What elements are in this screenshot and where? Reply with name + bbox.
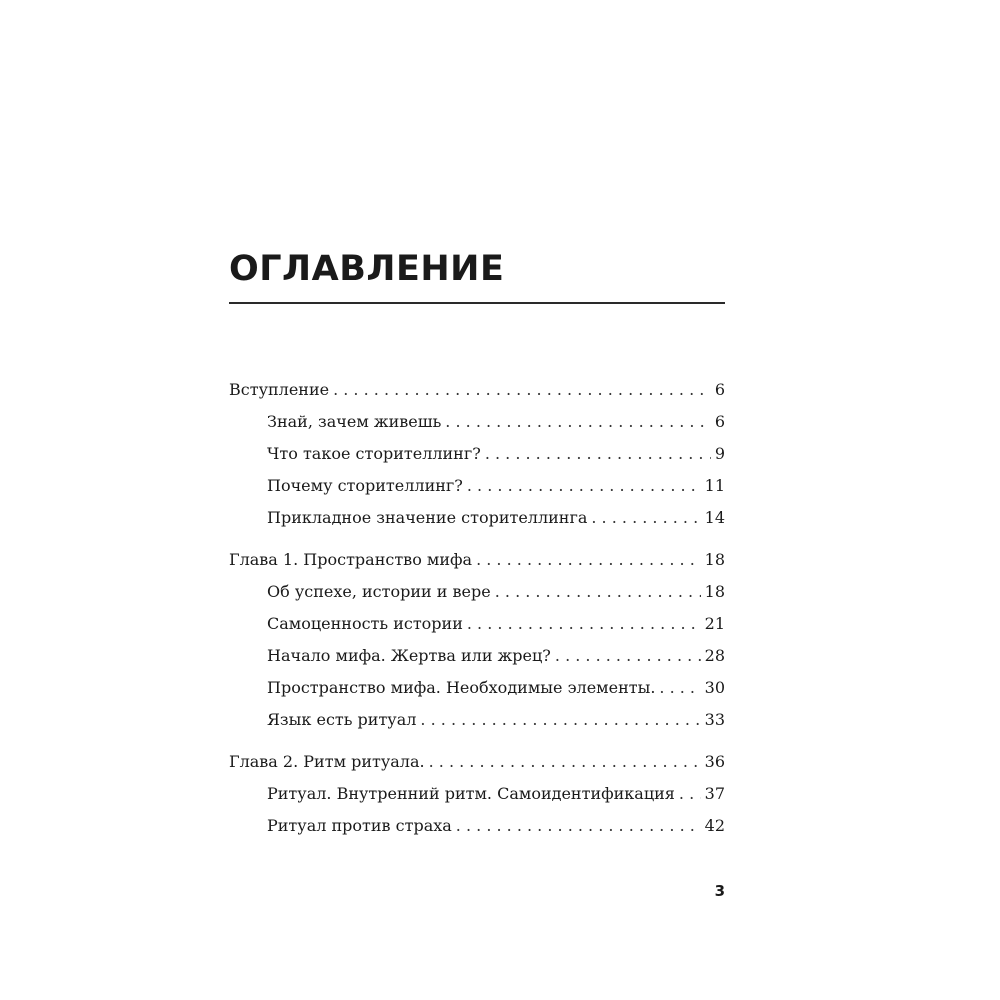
toc-entry-title: Прикладное значение сторителлинга bbox=[267, 508, 588, 527]
toc-chapter-entry[interactable] bbox=[229, 746, 725, 778]
toc-dot-leader bbox=[485, 438, 711, 470]
toc-subentry[interactable] bbox=[229, 576, 725, 608]
toc-dot-leader bbox=[591, 502, 700, 534]
table-of-contents bbox=[229, 374, 725, 852]
toc-dot-leader bbox=[679, 778, 701, 810]
toc-entry-page: 6 bbox=[714, 412, 725, 431]
toc-entry-title: Самоценность истории bbox=[267, 614, 463, 633]
toc-dot-leader bbox=[476, 544, 701, 576]
toc-entry-title: Пространство мифа. Необходимые элементы. bbox=[267, 678, 656, 697]
toc-dot-leader bbox=[659, 672, 700, 704]
toc-entry-page: 33 bbox=[704, 710, 725, 729]
toc-entry-title: Начало мифа. Жертва или жрец? bbox=[267, 646, 551, 665]
toc-entry-page: 42 bbox=[704, 816, 725, 835]
toc-entry-page: 6 bbox=[714, 380, 725, 399]
toc-section bbox=[229, 374, 725, 534]
toc-dot-leader bbox=[555, 640, 701, 672]
toc-subentry[interactable] bbox=[229, 640, 725, 672]
toc-dot-leader bbox=[495, 576, 701, 608]
toc-entry-title: Об успехе, истории и вере bbox=[267, 582, 491, 601]
toc-subentry[interactable] bbox=[229, 704, 725, 736]
toc-subentry[interactable] bbox=[229, 778, 725, 810]
toc-entry-page: 18 bbox=[704, 582, 725, 601]
toc-dot-leader bbox=[467, 608, 701, 640]
toc-entry-title: Ритуал против страха bbox=[267, 816, 452, 835]
toc-entry-page: 11 bbox=[704, 476, 725, 495]
toc-subentry[interactable] bbox=[229, 470, 725, 502]
toc-entry-page: 28 bbox=[704, 646, 725, 665]
toc-entry-title: Глава 1. Пространство мифа bbox=[229, 550, 473, 569]
toc-section bbox=[229, 544, 725, 736]
page-number: 3 bbox=[714, 882, 725, 900]
toc-entry-page: 14 bbox=[704, 508, 725, 527]
toc-entry-page: 9 bbox=[714, 444, 725, 463]
toc-entry-title: Знай, зачем живешь bbox=[267, 412, 442, 431]
toc-chapter-entry[interactable] bbox=[229, 374, 725, 406]
toc-dot-leader bbox=[420, 704, 700, 736]
toc-entry-title: Что такое сторителлинг? bbox=[267, 444, 481, 463]
toc-subentry[interactable] bbox=[229, 406, 725, 438]
toc-entry-page: 18 bbox=[704, 550, 725, 569]
toc-subentry[interactable] bbox=[229, 672, 725, 704]
toc-subentry[interactable] bbox=[229, 438, 725, 470]
toc-entry-page: 30 bbox=[704, 678, 725, 697]
toc-entry-page: 21 bbox=[704, 614, 725, 633]
toc-dot-leader bbox=[467, 470, 701, 502]
toc-chapter-entry[interactable] bbox=[229, 544, 725, 576]
toc-section bbox=[229, 746, 725, 842]
toc-dot-leader bbox=[445, 406, 711, 438]
toc-entry-title: Язык есть ритуал bbox=[267, 710, 417, 729]
toc-entry-page: 37 bbox=[704, 784, 725, 803]
toc-dot-leader bbox=[333, 374, 711, 406]
toc-subentry[interactable] bbox=[229, 502, 725, 534]
toc-entry-title: Вступление bbox=[229, 380, 330, 399]
toc-subentry[interactable] bbox=[229, 608, 725, 640]
toc-dot-leader bbox=[429, 746, 701, 778]
toc-entry-title: Глава 2. Ритм ритуала. bbox=[229, 752, 425, 771]
toc-dot-leader bbox=[456, 810, 701, 842]
toc-entry-title: Почему сторителлинг? bbox=[267, 476, 463, 495]
page-title: ОГЛАВЛЕНИЕ bbox=[229, 249, 505, 289]
toc-entry-title: Ритуал. Внутренний ритм. Самоидентификация bbox=[267, 784, 675, 803]
toc-entry-page: 36 bbox=[704, 752, 725, 771]
toc-subentry[interactable] bbox=[229, 810, 725, 842]
title-divider bbox=[229, 302, 725, 304]
